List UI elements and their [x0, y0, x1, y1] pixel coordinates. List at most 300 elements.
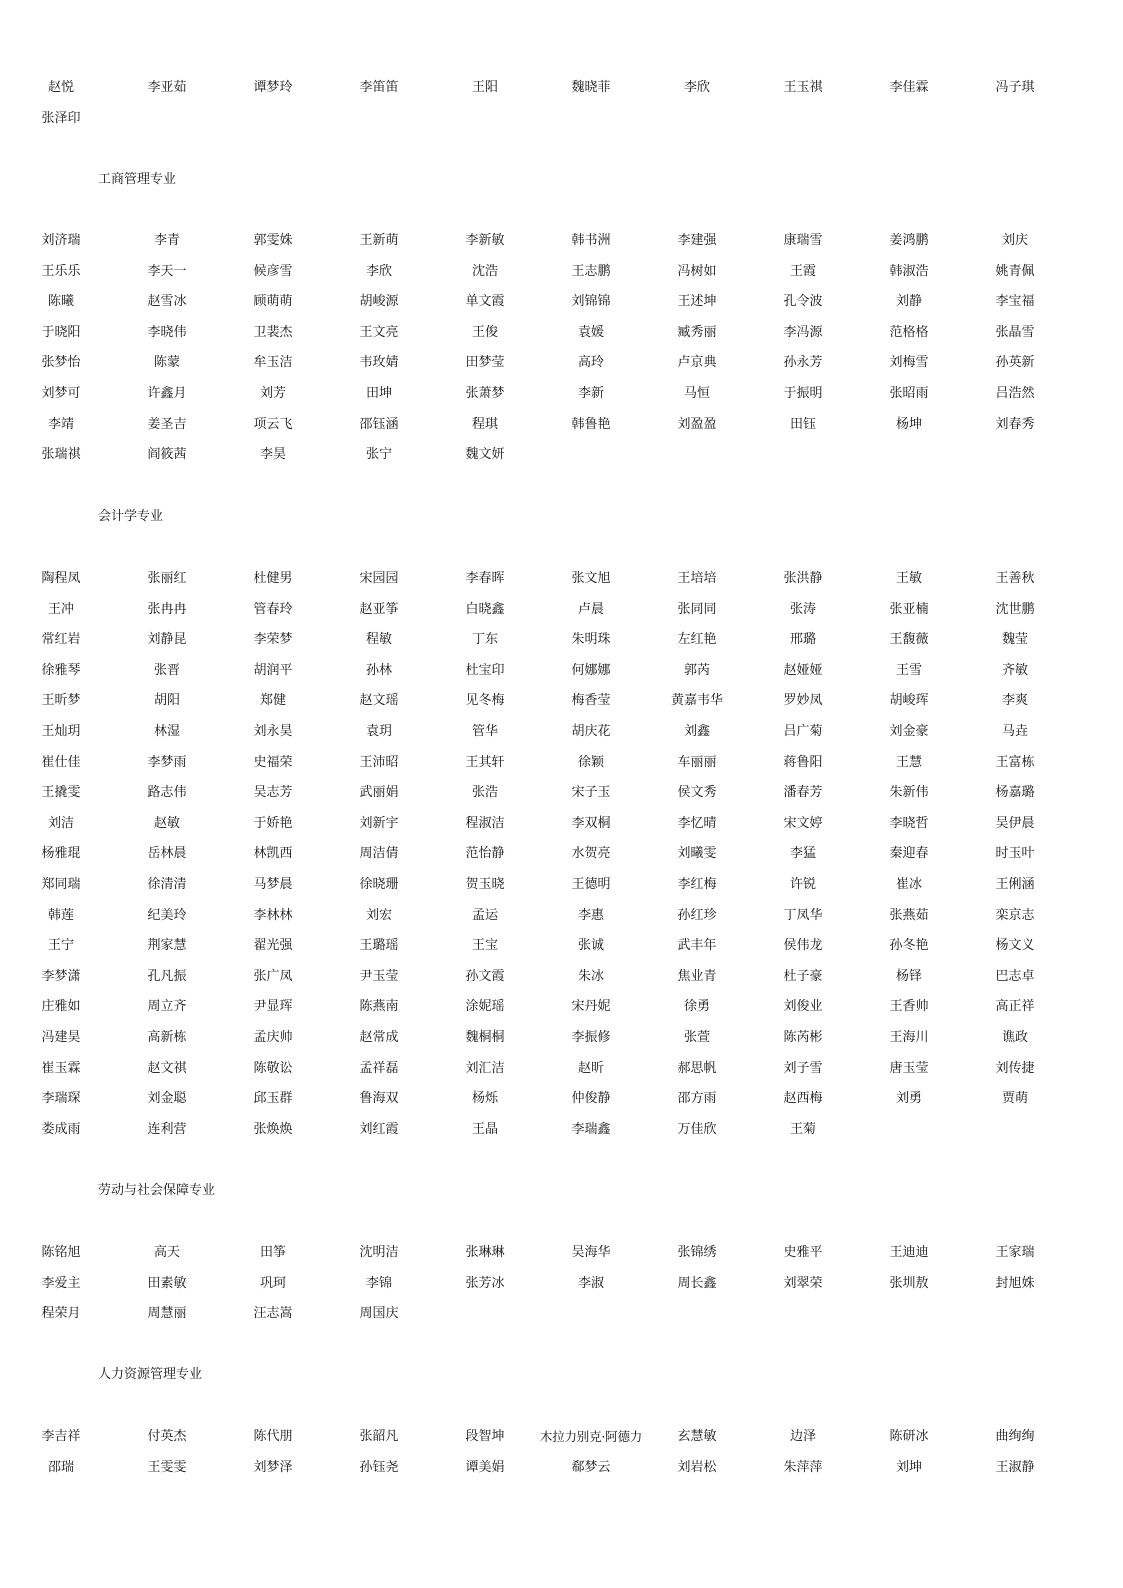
student-name: 吕浩然 [995, 385, 1035, 401]
student-name: 周长鑫 [677, 1275, 717, 1291]
student-name: 沈浩 [471, 263, 498, 279]
student-name: 李振修 [571, 1029, 611, 1045]
student-name: 张丽红 [147, 571, 187, 586]
student-name: 潘春芳 [783, 785, 823, 801]
student-name: 田坤 [365, 385, 392, 401]
student-name: 谯政 [1001, 1029, 1028, 1045]
student-name: 李佳霖 [889, 80, 929, 95]
student-name: 郑健 [259, 693, 286, 709]
student-name: 陈代朋 [253, 1429, 293, 1444]
student-name: 韩鲁艳 [571, 416, 611, 432]
student-name: 于晓阳 [41, 324, 81, 340]
student-name: 韩淑浩 [889, 263, 929, 279]
student-name: 王阳 [471, 80, 498, 95]
student-name: 胡峻珲 [889, 693, 929, 709]
student-name: 沈世鹏 [995, 601, 1035, 617]
student-name: 刘岩松 [677, 1459, 717, 1475]
student-name: 冯建昊 [41, 1029, 81, 1045]
name-row [0, 961, 1123, 992]
student-name: 李笛笛 [359, 80, 399, 95]
name-grid [0, 563, 1123, 1144]
student-name: 杜子豪 [783, 968, 823, 984]
student-name: 王宝 [471, 938, 498, 954]
student-name: 马垚 [1001, 723, 1028, 739]
student-name: 李锦 [365, 1275, 392, 1291]
student-name: 孙林 [365, 662, 392, 678]
student-name: 邵钰涵 [359, 416, 399, 432]
student-name: 张瑞祺 [41, 447, 81, 463]
student-name: 张锦绣 [677, 1245, 717, 1260]
student-name: 封旭姝 [995, 1275, 1035, 1291]
student-name: 王俊 [471, 324, 498, 340]
student-name: 程琪 [471, 416, 498, 432]
student-name: 刘济瑞 [41, 233, 81, 248]
student-name: 武丰年 [677, 938, 717, 954]
name-row [0, 930, 1123, 961]
student-name: 李靖 [47, 416, 74, 432]
name-row [0, 685, 1123, 716]
section-heading: 工商管理专业 [98, 172, 177, 187]
student-name: 王培培 [677, 571, 717, 586]
student-name: 梅香莹 [571, 693, 611, 709]
student-name: 张宁 [365, 447, 392, 463]
student-name: 杨烁 [471, 1091, 498, 1107]
student-name: 吴伊晨 [995, 815, 1035, 831]
student-name: 孙英新 [995, 355, 1035, 371]
student-name: 宋文婷 [783, 815, 823, 831]
student-name: 李淑 [577, 1275, 604, 1291]
student-name: 王乐乐 [41, 263, 81, 279]
student-name: 张萱 [683, 1029, 710, 1045]
student-name: 段智坤 [465, 1429, 505, 1444]
student-name: 顾萌萌 [253, 294, 293, 310]
student-name: 李双桐 [571, 815, 611, 831]
student-name: 鲁海双 [359, 1091, 399, 1107]
student-name: 张芳冰 [465, 1275, 505, 1291]
student-name: 孙冬艳 [889, 938, 929, 954]
student-name: 王淑静 [995, 1459, 1035, 1475]
student-name: 卫裴杰 [253, 324, 293, 340]
student-name: 邵方雨 [677, 1091, 717, 1107]
student-name: 孙钰尧 [359, 1459, 399, 1475]
student-name: 徐晓珊 [359, 876, 399, 892]
student-name: 见冬梅 [465, 693, 505, 709]
student-name: 姚青佩 [995, 263, 1035, 279]
student-name: 连利营 [147, 1121, 187, 1137]
name-grid [0, 1237, 1123, 1329]
name-row [0, 317, 1123, 348]
student-name: 刘永昊 [253, 723, 293, 739]
name-row [0, 624, 1123, 655]
student-name: 孟庆帅 [253, 1029, 293, 1045]
student-name: 刘梅雪 [889, 355, 929, 371]
student-name: 杨铎 [895, 968, 922, 984]
student-name: 邢璐 [789, 632, 816, 648]
student-name: 武丽娟 [359, 785, 399, 801]
student-name: 杜健男 [253, 571, 293, 586]
student-name: 李亚茹 [147, 80, 187, 95]
student-name: 赵西梅 [783, 1091, 823, 1107]
student-name: 王霞 [789, 263, 816, 279]
student-name: 娄成雨 [41, 1121, 81, 1137]
student-name: 张诚 [577, 938, 604, 954]
student-name: 车丽丽 [677, 754, 717, 770]
student-name: 宋子玉 [571, 785, 611, 801]
student-name: 岳林晨 [147, 846, 187, 862]
student-name: 韦玫婧 [359, 355, 399, 371]
student-name: 胡峻源 [359, 294, 399, 310]
student-name: 侯伟龙 [783, 938, 823, 954]
student-name: 张广凤 [253, 968, 293, 984]
student-name: 张文旭 [571, 571, 611, 586]
student-name: 刘梦可 [41, 385, 81, 401]
student-name: 王菊 [789, 1121, 816, 1137]
student-name: 吴志芳 [253, 785, 293, 801]
name-row [0, 1022, 1123, 1053]
student-name: 王冲 [47, 601, 74, 617]
student-name: 时玉叶 [995, 846, 1035, 862]
name-row [0, 1083, 1123, 1114]
student-name: 刘锦锦 [571, 294, 611, 310]
student-name: 孙红珍 [677, 907, 717, 923]
student-name: 程敏 [365, 632, 392, 648]
student-name: 高天 [153, 1245, 180, 1260]
student-name: 卢晨 [577, 601, 604, 617]
student-name: 张昭雨 [889, 385, 929, 401]
student-name: 赵文祺 [147, 1060, 187, 1076]
student-name: 陈研冰 [889, 1429, 929, 1444]
student-name: 张萧梦 [465, 385, 505, 401]
student-name: 田钰 [789, 416, 816, 432]
student-name: 付英杰 [147, 1429, 187, 1444]
student-name: 刘子雪 [783, 1060, 823, 1076]
name-row [0, 347, 1123, 378]
student-name: 徐颖 [577, 754, 604, 770]
student-name: 王海川 [889, 1029, 929, 1045]
name-row [0, 716, 1123, 747]
name-row [0, 1421, 1123, 1452]
name-row [0, 563, 1123, 594]
student-name: 李红梅 [677, 876, 717, 892]
student-name: 李瑞鑫 [571, 1121, 611, 1137]
student-name: 田梦莹 [465, 355, 505, 371]
student-name: 史福荣 [253, 754, 293, 770]
student-name: 李猛 [789, 846, 816, 862]
student-name: 王志鹏 [571, 263, 611, 279]
student-name: 刘鑫 [683, 723, 710, 739]
student-name: 李梦雨 [147, 754, 187, 770]
student-name: 朱新伟 [889, 785, 929, 801]
student-name: 许鑫月 [147, 385, 187, 401]
student-name: 胡润平 [253, 662, 293, 678]
name-row [0, 72, 1123, 103]
student-name: 杨坤 [895, 416, 922, 432]
student-name: 张焕焕 [253, 1121, 293, 1137]
student-name: 常红岩 [41, 632, 81, 648]
student-name: 王善秋 [995, 571, 1035, 586]
name-row [0, 869, 1123, 900]
student-name: 王雯雯 [147, 1459, 187, 1475]
name-row [0, 991, 1123, 1022]
student-name: 候彦雪 [253, 263, 293, 279]
student-name: 刘汇洁 [465, 1060, 505, 1076]
student-name: 阎筱茜 [147, 447, 187, 463]
student-name: 刘坤 [895, 1459, 922, 1475]
student-name: 宋丹妮 [571, 999, 611, 1015]
student-name: 纪美玲 [147, 907, 187, 923]
name-row [0, 103, 1123, 134]
student-name: 陈铭旭 [41, 1245, 81, 1260]
name-row [0, 594, 1123, 625]
student-name: 于娇艳 [253, 815, 293, 831]
student-name: 高玲 [577, 355, 604, 371]
name-grid [0, 1421, 1123, 1482]
student-name: 陈燕南 [359, 999, 399, 1015]
student-name: 王迪迪 [889, 1245, 929, 1260]
student-name: 管华 [471, 723, 498, 739]
section-heading: 人力资源管理专业 [98, 1367, 203, 1382]
student-name: 李建强 [677, 233, 717, 248]
student-name: 张涛 [789, 601, 816, 617]
student-name: 杨雅琨 [41, 846, 81, 862]
student-name: 张圳敖 [889, 1275, 929, 1291]
student-name: 崔冰 [895, 876, 922, 892]
student-name: 仲俊静 [571, 1091, 611, 1107]
student-name: 杨嘉璐 [995, 785, 1035, 801]
student-name: 赵文瑶 [359, 693, 399, 709]
student-name: 张洪静 [783, 571, 823, 586]
name-row [0, 777, 1123, 808]
name-row [0, 1298, 1123, 1329]
student-name: 孔凡振 [147, 968, 187, 984]
student-name: 侯文秀 [677, 785, 717, 801]
student-name: 李欣 [683, 80, 710, 95]
name-row [0, 1452, 1123, 1483]
name-row [0, 286, 1123, 317]
student-name: 魏莹 [1001, 632, 1028, 648]
name-row [0, 1237, 1123, 1268]
student-name: 李吉祥 [41, 1429, 81, 1444]
student-name: 贾萌 [1001, 1091, 1028, 1107]
student-name: 巩珂 [259, 1275, 286, 1291]
student-name: 李瑞琛 [41, 1091, 81, 1107]
student-name: 唐玉莹 [889, 1060, 929, 1076]
student-name: 栾京志 [995, 907, 1035, 923]
student-name: 谭梦玲 [253, 80, 293, 95]
student-name: 孔令波 [783, 294, 823, 310]
student-name: 李天一 [147, 263, 187, 279]
student-name: 黄嘉韦华 [670, 693, 723, 709]
name-row [0, 747, 1123, 778]
student-name: 李晓哲 [889, 815, 929, 831]
student-name: 林凯西 [253, 846, 293, 862]
student-name: 沈明洁 [359, 1245, 399, 1260]
student-name: 路志伟 [147, 785, 187, 801]
student-name: 范格格 [889, 324, 929, 340]
student-name: 周洁倩 [359, 846, 399, 862]
name-row [0, 655, 1123, 686]
student-name: 郝思帆 [677, 1060, 717, 1076]
student-name: 李新敏 [465, 233, 505, 248]
student-name: 白晓鑫 [465, 601, 505, 617]
student-name: 李林林 [253, 907, 293, 923]
student-name: 陈芮彬 [783, 1029, 823, 1045]
student-name: 马梦晨 [253, 876, 293, 892]
student-name: 孙文霞 [465, 968, 505, 984]
student-name: 赵雪冰 [147, 294, 187, 310]
name-grid [0, 72, 1123, 133]
student-name: 牟玉洁 [253, 355, 293, 371]
student-name: 王沛昭 [359, 754, 399, 770]
name-row [0, 439, 1123, 470]
student-name: 林湿 [153, 723, 180, 739]
student-name: 左红艳 [677, 632, 717, 648]
student-name: 胡庆花 [571, 723, 611, 739]
student-name: 王富栋 [995, 754, 1035, 770]
student-name: 周立齐 [147, 999, 187, 1015]
student-name: 崔玉霖 [41, 1060, 81, 1076]
student-name: 赵敏 [153, 815, 180, 831]
student-name: 刘传捷 [995, 1060, 1035, 1076]
student-name: 李荣梦 [253, 632, 293, 648]
student-name: 姜圣吉 [147, 416, 187, 432]
student-name: 郗梦云 [571, 1459, 611, 1475]
student-name: 张琳琳 [465, 1245, 505, 1260]
student-name: 荆家慧 [147, 938, 187, 954]
student-name: 万佳欣 [677, 1121, 717, 1137]
student-name: 邵瑞 [47, 1459, 74, 1475]
student-name: 张浩 [471, 785, 498, 801]
student-name: 王香帅 [889, 999, 929, 1015]
section-heading: 劳动与社会保障专业 [98, 1183, 216, 1198]
student-name: 管春玲 [253, 601, 293, 617]
student-name: 刘翠荣 [783, 1275, 823, 1291]
student-name: 王玉祺 [783, 80, 823, 95]
student-name: 丁东 [471, 632, 498, 648]
student-name: 何娜娜 [571, 662, 611, 678]
student-name: 李晓伟 [147, 324, 187, 340]
student-name: 刘金聪 [147, 1091, 187, 1107]
student-name: 徐雅琴 [41, 662, 81, 678]
student-name: 刘梦泽 [253, 1459, 293, 1475]
student-name: 王德明 [571, 876, 611, 892]
student-name: 韩书洲 [571, 233, 611, 248]
student-name: 张燕茹 [889, 907, 929, 923]
student-name: 王家瑞 [995, 1245, 1035, 1260]
student-name: 胡阳 [153, 693, 180, 709]
student-name: 张梦怡 [41, 355, 81, 371]
student-name: 刘盈盈 [677, 416, 717, 432]
student-name: 朱明珠 [571, 632, 611, 648]
name-row [0, 256, 1123, 287]
student-name: 郭雯姝 [253, 233, 293, 248]
student-name: 程淑洁 [465, 815, 505, 831]
student-name: 刘静 [895, 294, 922, 310]
student-name: 杨文义 [995, 938, 1035, 954]
student-name: 刘春秀 [995, 416, 1035, 432]
student-name: 徐勇 [683, 999, 710, 1015]
student-name: 王宁 [47, 938, 74, 954]
student-name: 刘勇 [895, 1091, 922, 1107]
student-name: 玄慧敏 [677, 1429, 717, 1444]
student-name: 范怡静 [465, 846, 505, 862]
student-name: 巴志卓 [995, 968, 1035, 984]
student-name: 刘静昆 [147, 632, 187, 648]
student-name: 刘芳 [259, 385, 286, 401]
name-row [0, 409, 1123, 440]
student-name: 王璐瑶 [359, 938, 399, 954]
student-name: 李昊 [259, 447, 286, 463]
student-name: 袁媛 [577, 324, 604, 340]
student-name: 李忆晴 [677, 815, 717, 831]
name-grid [0, 225, 1123, 470]
student-name: 高新栋 [147, 1029, 187, 1045]
student-name: 翟光强 [253, 938, 293, 954]
student-name: 孟运 [471, 907, 498, 923]
student-name: 周慧丽 [147, 1306, 187, 1322]
student-name: 孙永芳 [783, 355, 823, 371]
student-name: 王敏 [895, 571, 922, 586]
student-name: 徐清清 [147, 876, 187, 892]
student-name: 于振明 [783, 385, 823, 401]
student-name: 刘曦雯 [677, 846, 717, 862]
name-row [0, 1114, 1123, 1145]
student-name: 焦业青 [677, 968, 717, 984]
student-name: 李爽 [1001, 693, 1028, 709]
student-name: 姜鸿鹏 [889, 233, 929, 248]
student-name: 吴海华 [571, 1245, 611, 1260]
student-name: 张同同 [677, 601, 717, 617]
student-name: 单文霞 [465, 294, 505, 310]
student-name: 刘庆 [1001, 233, 1028, 248]
student-name: 张亚楠 [889, 601, 929, 617]
student-name: 李梦潇 [41, 968, 81, 984]
student-name: 李欣 [365, 263, 392, 279]
student-name: 魏文妍 [465, 447, 505, 463]
student-name: 王慧 [895, 754, 922, 770]
student-name: 边泽 [789, 1429, 816, 1444]
student-name: 邱玉群 [253, 1091, 293, 1107]
student-name: 庄雅如 [41, 999, 81, 1015]
student-name: 王其轩 [465, 754, 505, 770]
student-name: 李爱主 [41, 1275, 81, 1291]
student-name: 尹显珲 [253, 999, 293, 1015]
student-name: 刘宏 [365, 907, 392, 923]
student-name: 张冉冉 [147, 601, 187, 617]
name-row [0, 1268, 1123, 1299]
name-row [0, 900, 1123, 931]
student-name: 张泽印 [41, 110, 81, 126]
student-name: 赵亚筝 [359, 601, 399, 617]
student-name: 秦迎春 [889, 846, 929, 862]
student-name: 张韶凡 [359, 1429, 399, 1444]
student-name: 木拉力别克·阿德力 [539, 1429, 643, 1444]
student-name: 田筝 [259, 1245, 286, 1260]
student-name: 高正祥 [995, 999, 1035, 1015]
student-name: 赵昕 [577, 1060, 604, 1076]
student-name: 王俐涵 [995, 876, 1035, 892]
student-name: 李惠 [577, 907, 604, 923]
student-name: 韩莲 [47, 907, 74, 923]
name-row [0, 838, 1123, 869]
name-row [0, 225, 1123, 256]
student-name: 康瑞雪 [783, 233, 823, 248]
student-name: 魏晓菲 [571, 80, 611, 95]
student-name: 李冯源 [783, 324, 823, 340]
student-name: 丁凤华 [783, 907, 823, 923]
student-name: 陈蒙 [153, 355, 180, 371]
student-name: 谭美娟 [465, 1459, 505, 1475]
